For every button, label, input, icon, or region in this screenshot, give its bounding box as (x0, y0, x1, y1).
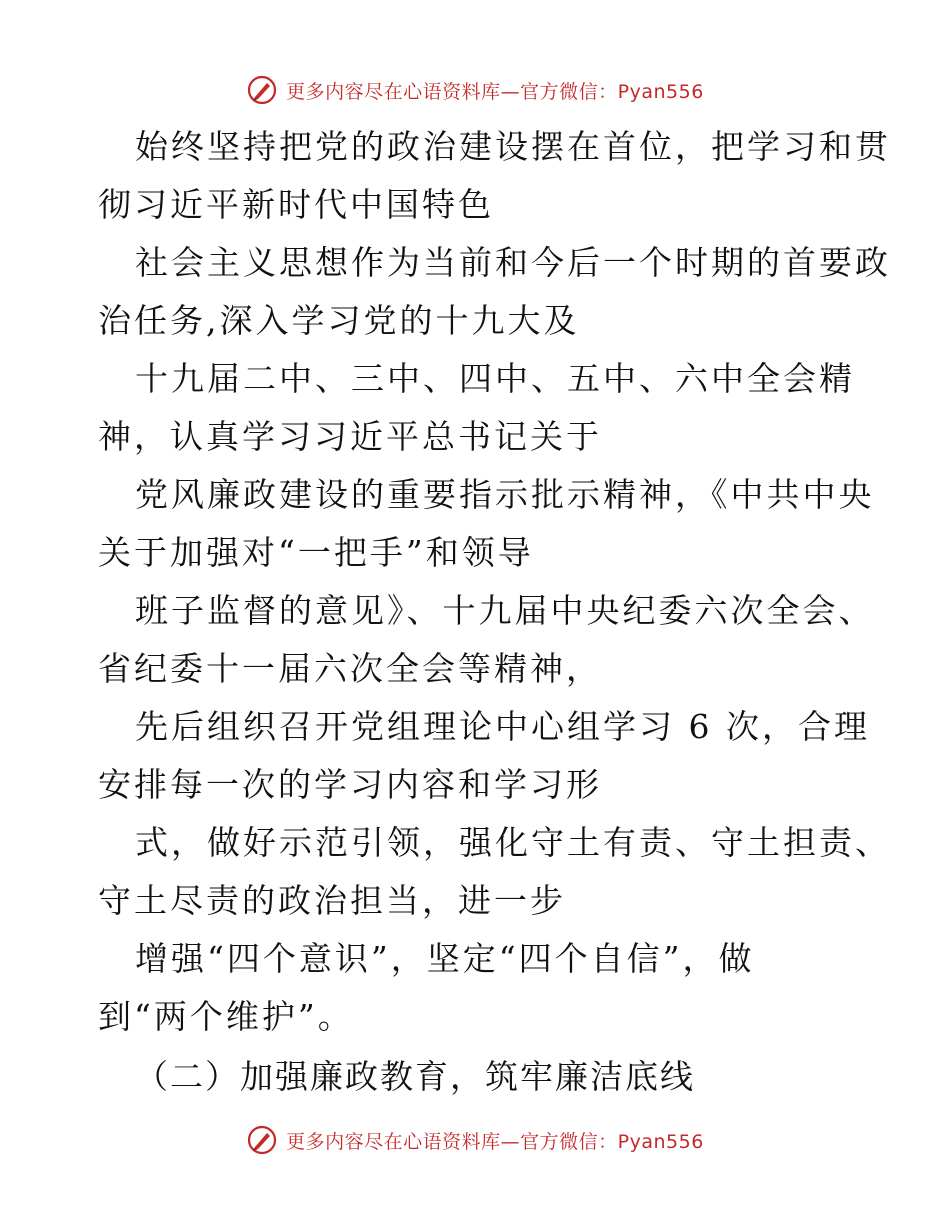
paragraph-line: 社会主义思想作为当前和今后一个时期的首要政 (135, 243, 891, 282)
watermark-text: 更多内容尽在心语资料库—官方微信：Pyan556 (286, 1130, 704, 1153)
paragraph-line: 增强“四个意识”，坚定“四个自信”，做 (135, 939, 755, 978)
paragraph-line: 式，做好示范引领，强化守土有责、守土担责、 (135, 823, 891, 862)
paragraph-line: 党风廉政建设的重要指示批示精神，《中共中央 (135, 475, 875, 514)
paragraph-line: 省纪委十一届六次全会等精神， (98, 649, 602, 688)
watermark-header (0, 70, 950, 110)
pen-nib-logo-icon (246, 74, 278, 106)
paragraph-line: 安排每一次的学习内容和学习形 (98, 765, 602, 804)
paragraph-line: 彻习近平新时代中国特色 (98, 185, 494, 224)
watermark-text: 更多内容尽在心语资料库—官方微信：Pyan556 (286, 80, 704, 103)
paragraph-line: 神，认真学习习近平总书记关于 (98, 417, 602, 456)
paragraph-line: 关于加强对“一把手”和领导 (98, 533, 534, 572)
pen-nib-logo-icon (246, 1124, 278, 1156)
paragraph-line: 治任务,深入学习党的十九大及 (98, 301, 580, 340)
paragraph-line: 先后组织召开党组理论中心组学习 6 次，合理 (135, 707, 870, 746)
paragraph-line: 始终坚持把党的政治建设摆在首位，把学习和贯 (135, 127, 891, 166)
paragraph-line: 班子监督的意见》、十九届中央纪委六次全会、 (135, 591, 875, 630)
paragraph-line: 十九届二中、三中、四中、五中、六中全会精 (135, 359, 855, 398)
watermark-footer (0, 1120, 950, 1160)
section-heading: （二）加强廉政教育，筑牢廉洁底线 (135, 1057, 695, 1096)
paragraph-line: 到“两个维护”。 (98, 997, 354, 1036)
paragraph-line: 守土尽责的政治担当，进一步 (98, 881, 566, 920)
